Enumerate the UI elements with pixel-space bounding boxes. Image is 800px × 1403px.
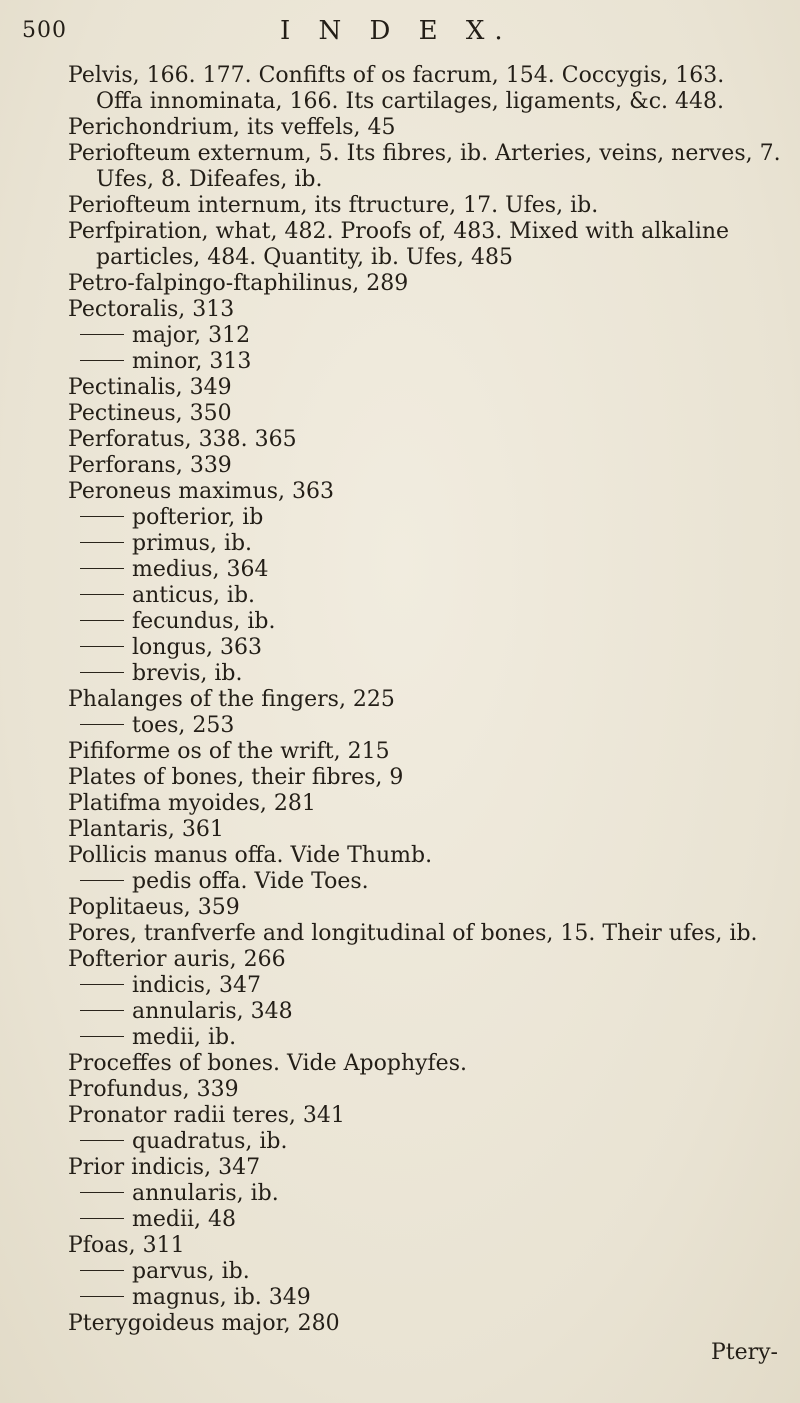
index-subentry <box>0 323 800 349</box>
index-entry <box>0 1103 800 1129</box>
index-subentry <box>0 583 800 609</box>
index-entry <box>0 167 800 193</box>
index-entry <box>0 739 800 765</box>
entry-text: Platifma myoides, 281 <box>68 791 316 816</box>
entry-text: Pififorme os of the wrift, 215 <box>68 739 390 764</box>
ditto-rule <box>80 620 124 621</box>
entry-text: Pectineus, 350 <box>68 401 232 426</box>
index-entry <box>0 427 800 453</box>
ditto-rule <box>80 672 124 673</box>
entry-text: Pores, tranfverfe and longitudinal of bones, 15. Their ufes, ib. <box>68 921 758 946</box>
page-number: 500 <box>22 18 67 43</box>
entry-text: Poplitaeus, 359 <box>68 895 240 920</box>
entry-text: medius, 364 <box>132 557 269 582</box>
entry-text: Phalanges of the fingers, 225 <box>68 687 395 712</box>
index-subentry <box>0 1025 800 1051</box>
ditto-rule <box>80 984 124 985</box>
index-subentry <box>0 1129 800 1155</box>
index-entry <box>0 947 800 973</box>
catchword: Ptery- <box>710 1340 778 1365</box>
entry-text: Plantaris, 361 <box>68 817 224 842</box>
running-head: I N D E X. <box>280 16 513 46</box>
index-subentry <box>0 1259 800 1285</box>
index-entry <box>0 1051 800 1077</box>
entry-text: Petro-falpingo-ftaphilinus, 289 <box>68 271 409 296</box>
entry-text: Perforans, 339 <box>68 453 232 478</box>
ditto-rule <box>80 646 124 647</box>
index-entry <box>0 141 800 167</box>
index-subentry <box>0 973 800 999</box>
index-subentry <box>0 869 800 895</box>
index-subentry <box>0 1285 800 1311</box>
entry-text: pedis offa. Vide Toes. <box>132 869 369 894</box>
index-entry <box>0 921 800 947</box>
ditto-rule <box>80 594 124 595</box>
ditto-rule <box>80 360 124 361</box>
entry-text: quadratus, ib. <box>132 1129 288 1154</box>
entry-text: Pectinalis, 349 <box>68 375 232 400</box>
entry-text: anticus, ib. <box>132 583 256 608</box>
entry-text: pofterior, ib <box>132 505 264 530</box>
ditto-rule <box>80 542 124 543</box>
index-entry <box>0 89 800 115</box>
index-subentry <box>0 635 800 661</box>
entry-text: Perichondrium, its veffels, 45 <box>68 115 396 140</box>
entry-text: toes, 253 <box>132 713 235 738</box>
ditto-rule <box>80 1036 124 1037</box>
index-entry <box>0 271 800 297</box>
entry-text: Peroneus maximus, 363 <box>68 479 334 504</box>
index-entry <box>0 895 800 921</box>
entry-text: Pfoas, 311 <box>68 1233 185 1258</box>
entry-text: Pronator radii teres, 341 <box>68 1103 345 1128</box>
ditto-rule <box>80 1296 124 1297</box>
index-subentry <box>0 557 800 583</box>
index-entry <box>0 791 800 817</box>
entry-text: Perforatus, 338. 365 <box>68 427 297 452</box>
index-subentry <box>0 661 800 687</box>
index-subentry <box>0 713 800 739</box>
index-subentry <box>0 531 800 557</box>
index-entry <box>0 193 800 219</box>
entry-text: Plates of bones, their fibres, 9 <box>68 765 404 790</box>
ditto-rule <box>80 1140 124 1141</box>
entry-text: Pofterior auris, 266 <box>68 947 286 972</box>
ditto-rule <box>80 880 124 881</box>
index-entry <box>0 817 800 843</box>
entry-text: indicis, 347 <box>132 973 261 998</box>
index-entry <box>0 453 800 479</box>
page-header <box>0 16 800 50</box>
entry-text: Ufes, 8. Difeafes, ib. <box>96 167 323 192</box>
entry-text: parvus, ib. <box>132 1259 250 1284</box>
entry-text: primus, ib. <box>132 531 253 556</box>
index-subentry <box>0 1181 800 1207</box>
index-entry <box>0 843 800 869</box>
ditto-rule <box>80 724 124 725</box>
index-entry <box>0 115 800 141</box>
entry-text: Prior indicis, 347 <box>68 1155 261 1180</box>
entry-text: Pelvis, 166. 177. Confifts of os facrum, 154. Coccygis, 163. <box>68 63 725 88</box>
index-entry <box>0 1311 800 1337</box>
index-entry <box>0 1155 800 1181</box>
entry-text: minor, 313 <box>132 349 252 374</box>
index-entries <box>0 63 800 1337</box>
ditto-rule <box>80 516 124 517</box>
entry-text: annularis, ib. <box>132 1181 279 1206</box>
ditto-rule <box>80 1010 124 1011</box>
entry-text: Periofteum internum, its ftructure, 17. Ufes, ib. <box>68 193 599 218</box>
entry-text: annularis, 348 <box>132 999 293 1024</box>
ditto-rule <box>80 1218 124 1219</box>
index-entry <box>0 1077 800 1103</box>
ditto-rule <box>80 1270 124 1271</box>
entry-text: medii, 48 <box>132 1207 237 1232</box>
index-entry <box>0 1233 800 1259</box>
index-subentry <box>0 999 800 1025</box>
entry-text: Pectoralis, 313 <box>68 297 235 322</box>
entry-text: Periofteum externum, 5. Its fibres, ib. Arteries, veins, nerves, 7. <box>68 141 781 166</box>
entry-text: magnus, ib. 349 <box>132 1285 311 1310</box>
entry-text: Pterygoideus major, 280 <box>68 1311 340 1336</box>
index-subentry <box>0 505 800 531</box>
entry-text: Pollicis manus offa. Vide Thumb. <box>68 843 433 868</box>
entry-text: medii, ib. <box>132 1025 237 1050</box>
index-entry <box>0 297 800 323</box>
index-subentry <box>0 609 800 635</box>
entry-text: Proceffes of bones. Vide Apophyfes. <box>68 1051 467 1076</box>
ditto-rule <box>80 334 124 335</box>
entry-text: fecundus, ib. <box>132 609 276 634</box>
entry-text: particles, 484. Quantity, ib. Ufes, 485 <box>96 245 514 270</box>
ditto-rule <box>80 568 124 569</box>
index-entry <box>0 245 800 271</box>
ditto-rule <box>80 1192 124 1193</box>
index-entry <box>0 375 800 401</box>
entry-text: Offa innominata, 166. Its cartilages, ligaments, &c. 448. <box>96 89 724 114</box>
index-entry <box>0 401 800 427</box>
index-entry <box>0 765 800 791</box>
index-entry <box>0 63 800 89</box>
index-entry <box>0 479 800 505</box>
index-subentry <box>0 1207 800 1233</box>
index-entry <box>0 219 800 245</box>
index-subentry <box>0 349 800 375</box>
entry-text: major, 312 <box>132 323 251 348</box>
entry-text: Profundus, 339 <box>68 1077 239 1102</box>
entry-text: brevis, ib. <box>132 661 243 686</box>
entry-text: Perfpiration, what, 482. Proofs of, 483. Mixed with alkaline <box>68 219 730 244</box>
entry-text: longus, 363 <box>132 635 262 660</box>
index-entry <box>0 687 800 713</box>
